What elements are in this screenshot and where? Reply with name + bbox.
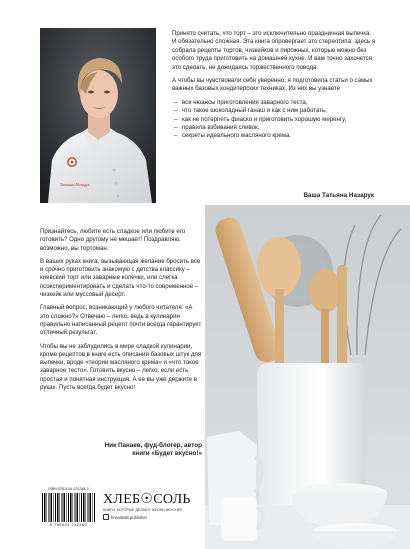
- intro-paragraph: А чтобы вы чувствовали себя уверенно, я подготовила статьи о самых важных базовых кондитерских техниках. Из них вы узнаете: [172, 77, 373, 93]
- publisher-tagline: КНИГИ, КОТОРЫЕ ДЕЛАЮТ ЖИЗНЬ ВКУСНЕЕ: [103, 508, 183, 512]
- reviewer-signature: [40, 442, 202, 459]
- reviewer-line: книги «Будет вкусно!»: [132, 450, 202, 458]
- kitchen-photo: [205, 205, 410, 549]
- technique-list: [172, 99, 377, 141]
- publisher-link-text: breadsalt.publisher: [111, 515, 148, 520]
- barcode-bars: [42, 493, 95, 522]
- publisher-logo: [103, 493, 203, 520]
- isbn-number: ISBN 978-5-04-121248-3: [48, 487, 89, 491]
- review-paragraph: Чтобы вы не заблудились в мире сладкой кулинарии, кроме рецептов в книге есть описания базовых штук для выпечки, вроде «теории масляного крема» и «что такое заварное тесто». Готовить вкусно – легко, если есть простая и понятная инструкция. А ее вы уже держите в руках. Пусть всегда будет вкусно!: [40, 342, 202, 392]
- jacket-name-badge: Татьяна Назарук: [60, 182, 90, 187]
- list-item: – все нюансы приготовления заварного теста,: [178, 99, 377, 107]
- author-photo: [40, 28, 156, 203]
- review-text: [40, 228, 202, 397]
- review-paragraph: В ваших руках книга, вызывающая желание бросить все и срочно приготовить знакомую с детства классику – киевский торт или заварные колечки, или слегка поэкспериментировать и сделать что-то современное – чизкейк или муссовый десерт.: [40, 257, 201, 299]
- instagram-icon: [103, 514, 109, 520]
- barcode-digits: 9 785041 212483: [49, 522, 88, 527]
- list-item: – правила взбивания сливок,: [178, 124, 377, 132]
- review-paragraph: Главный вопрос, возникающий у любого читателя: «А это сложно?» Отвечаю – легко, ведь в кулинарии правильно написанный рецепт почти всегда гарантирует отличный результат.: [40, 304, 202, 337]
- reviewer-line: Ник Панаев, фуд-блогер, автор: [104, 442, 202, 449]
- isbn-barcode: [40, 487, 97, 529]
- intro-text: [172, 30, 377, 141]
- list-item: – что такое шоколадный ганаш и как с ним работать,: [178, 107, 377, 115]
- review-paragraph: Признайтесь, любите есть сладкое или любите его готовить? Одно другому не мешает! Поздравляю, возможно, вы тортоман.: [40, 228, 186, 252]
- list-item: – секреты идеального масляного крема.: [178, 132, 377, 140]
- publisher-instagram: [103, 514, 203, 520]
- list-item: – как не потерпеть фиаско и приготовить хорошую меренгу,: [178, 116, 377, 124]
- publisher-name: ХЛЕБ☉СОЛЬ: [103, 492, 191, 507]
- intro-paragraph: Принято считать, что торт – это исключительно праздничная выпечка. И обязательно сложная. Эта книга опровергает это стереотипа: здесь я собрала рецепты тортов, чизкейков и пирожных, которые можно без особого труда приготовить на домашней кухне. И вам точно захочется это сделать, не дожидаясь торжественного повода.: [172, 30, 376, 71]
- author-signature: Ваша Татьяна Назарук: [303, 192, 374, 199]
